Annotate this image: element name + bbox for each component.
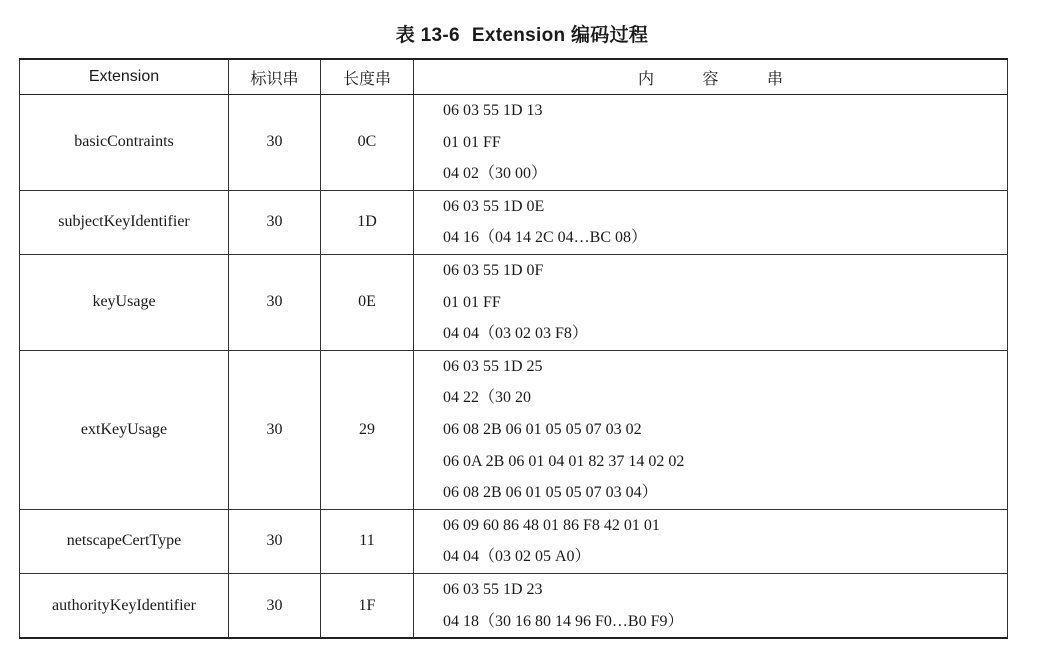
content-line: 06 08 2B 06 01 05 05 07 03 02: [443, 420, 642, 438]
extension-name-cell: subjectKeyIdentifier: [20, 190, 229, 254]
content-cell: [414, 254, 1008, 350]
content-cell: [414, 95, 1008, 191]
content-line: 04 22（30 20: [443, 389, 532, 407]
content-line: 04 18（30 16 80 14 96 F0…B0 F9）: [443, 612, 684, 630]
content-line: 06 03 55 1D 25: [443, 357, 543, 375]
length-cell: 0E: [321, 254, 414, 350]
header-tag: 标识串: [229, 59, 321, 95]
content-line: 04 04（03 02 05 A0）: [443, 548, 591, 566]
extension-name-cell: authorityKeyIdentifier: [20, 573, 229, 638]
table-row: [20, 509, 1008, 573]
header-length: 长度串: [321, 59, 414, 95]
tag-cell: 30: [229, 573, 321, 638]
tag-cell: 30: [229, 190, 321, 254]
table-header-row: [20, 59, 1008, 95]
length-cell: 1F: [321, 573, 414, 638]
content-line: 06 03 55 1D 0E: [443, 197, 545, 215]
extension-name-cell: basicContraints: [20, 95, 229, 191]
length-cell: 1D: [321, 190, 414, 254]
table-row: [20, 350, 1008, 509]
content-line: 06 03 55 1D 13: [443, 102, 543, 119]
extension-name-cell: netscapeCertType: [20, 509, 229, 573]
extension-name-cell: extKeyUsage: [20, 350, 229, 509]
table-row: [20, 95, 1008, 191]
header-content: 内 容 串: [414, 59, 1008, 95]
content-line: 06 03 55 1D 23: [443, 580, 543, 598]
content-line: 04 02（30 00）: [443, 165, 548, 183]
tag-cell: 30: [229, 95, 321, 191]
content-cell: [414, 350, 1008, 509]
extension-encoding-table: [19, 58, 1008, 639]
length-cell: 29: [321, 350, 414, 509]
content-line: 06 08 2B 06 01 05 05 07 03 04）: [443, 484, 658, 502]
caption-title: Extension 编码过程: [471, 25, 649, 46]
tag-cell: 30: [229, 509, 321, 573]
header-extension: Extension: [20, 59, 229, 95]
content-line: 06 0A 2B 06 01 04 01 82 37 14 02 02: [443, 452, 685, 470]
content-line: 01 01 FF: [443, 293, 501, 311]
content-cell: [414, 190, 1008, 254]
content-line: 01 01 FF: [443, 133, 501, 151]
table-row: [20, 254, 1008, 350]
tag-cell: 30: [229, 350, 321, 509]
length-cell: 11: [321, 509, 414, 573]
caption-number: 表 13-6: [395, 25, 460, 46]
length-cell: 0C: [321, 95, 414, 191]
content-line: 06 03 55 1D 0F: [443, 261, 544, 279]
content-line: 06 09 60 86 48 01 86 F8 42 01 01: [443, 516, 660, 534]
table-row: [20, 573, 1008, 638]
content-line: 04 04（03 02 03 F8）: [443, 325, 588, 343]
content-cell: [414, 573, 1008, 638]
table-body: [20, 95, 1008, 639]
content-cell: [414, 509, 1008, 573]
table-caption: [0, 20, 1044, 47]
content-line: 04 16（04 14 2C 04…BC 08）: [443, 229, 648, 247]
extension-name-cell: keyUsage: [20, 254, 229, 350]
table-row: [20, 190, 1008, 254]
tag-cell: 30: [229, 254, 321, 350]
